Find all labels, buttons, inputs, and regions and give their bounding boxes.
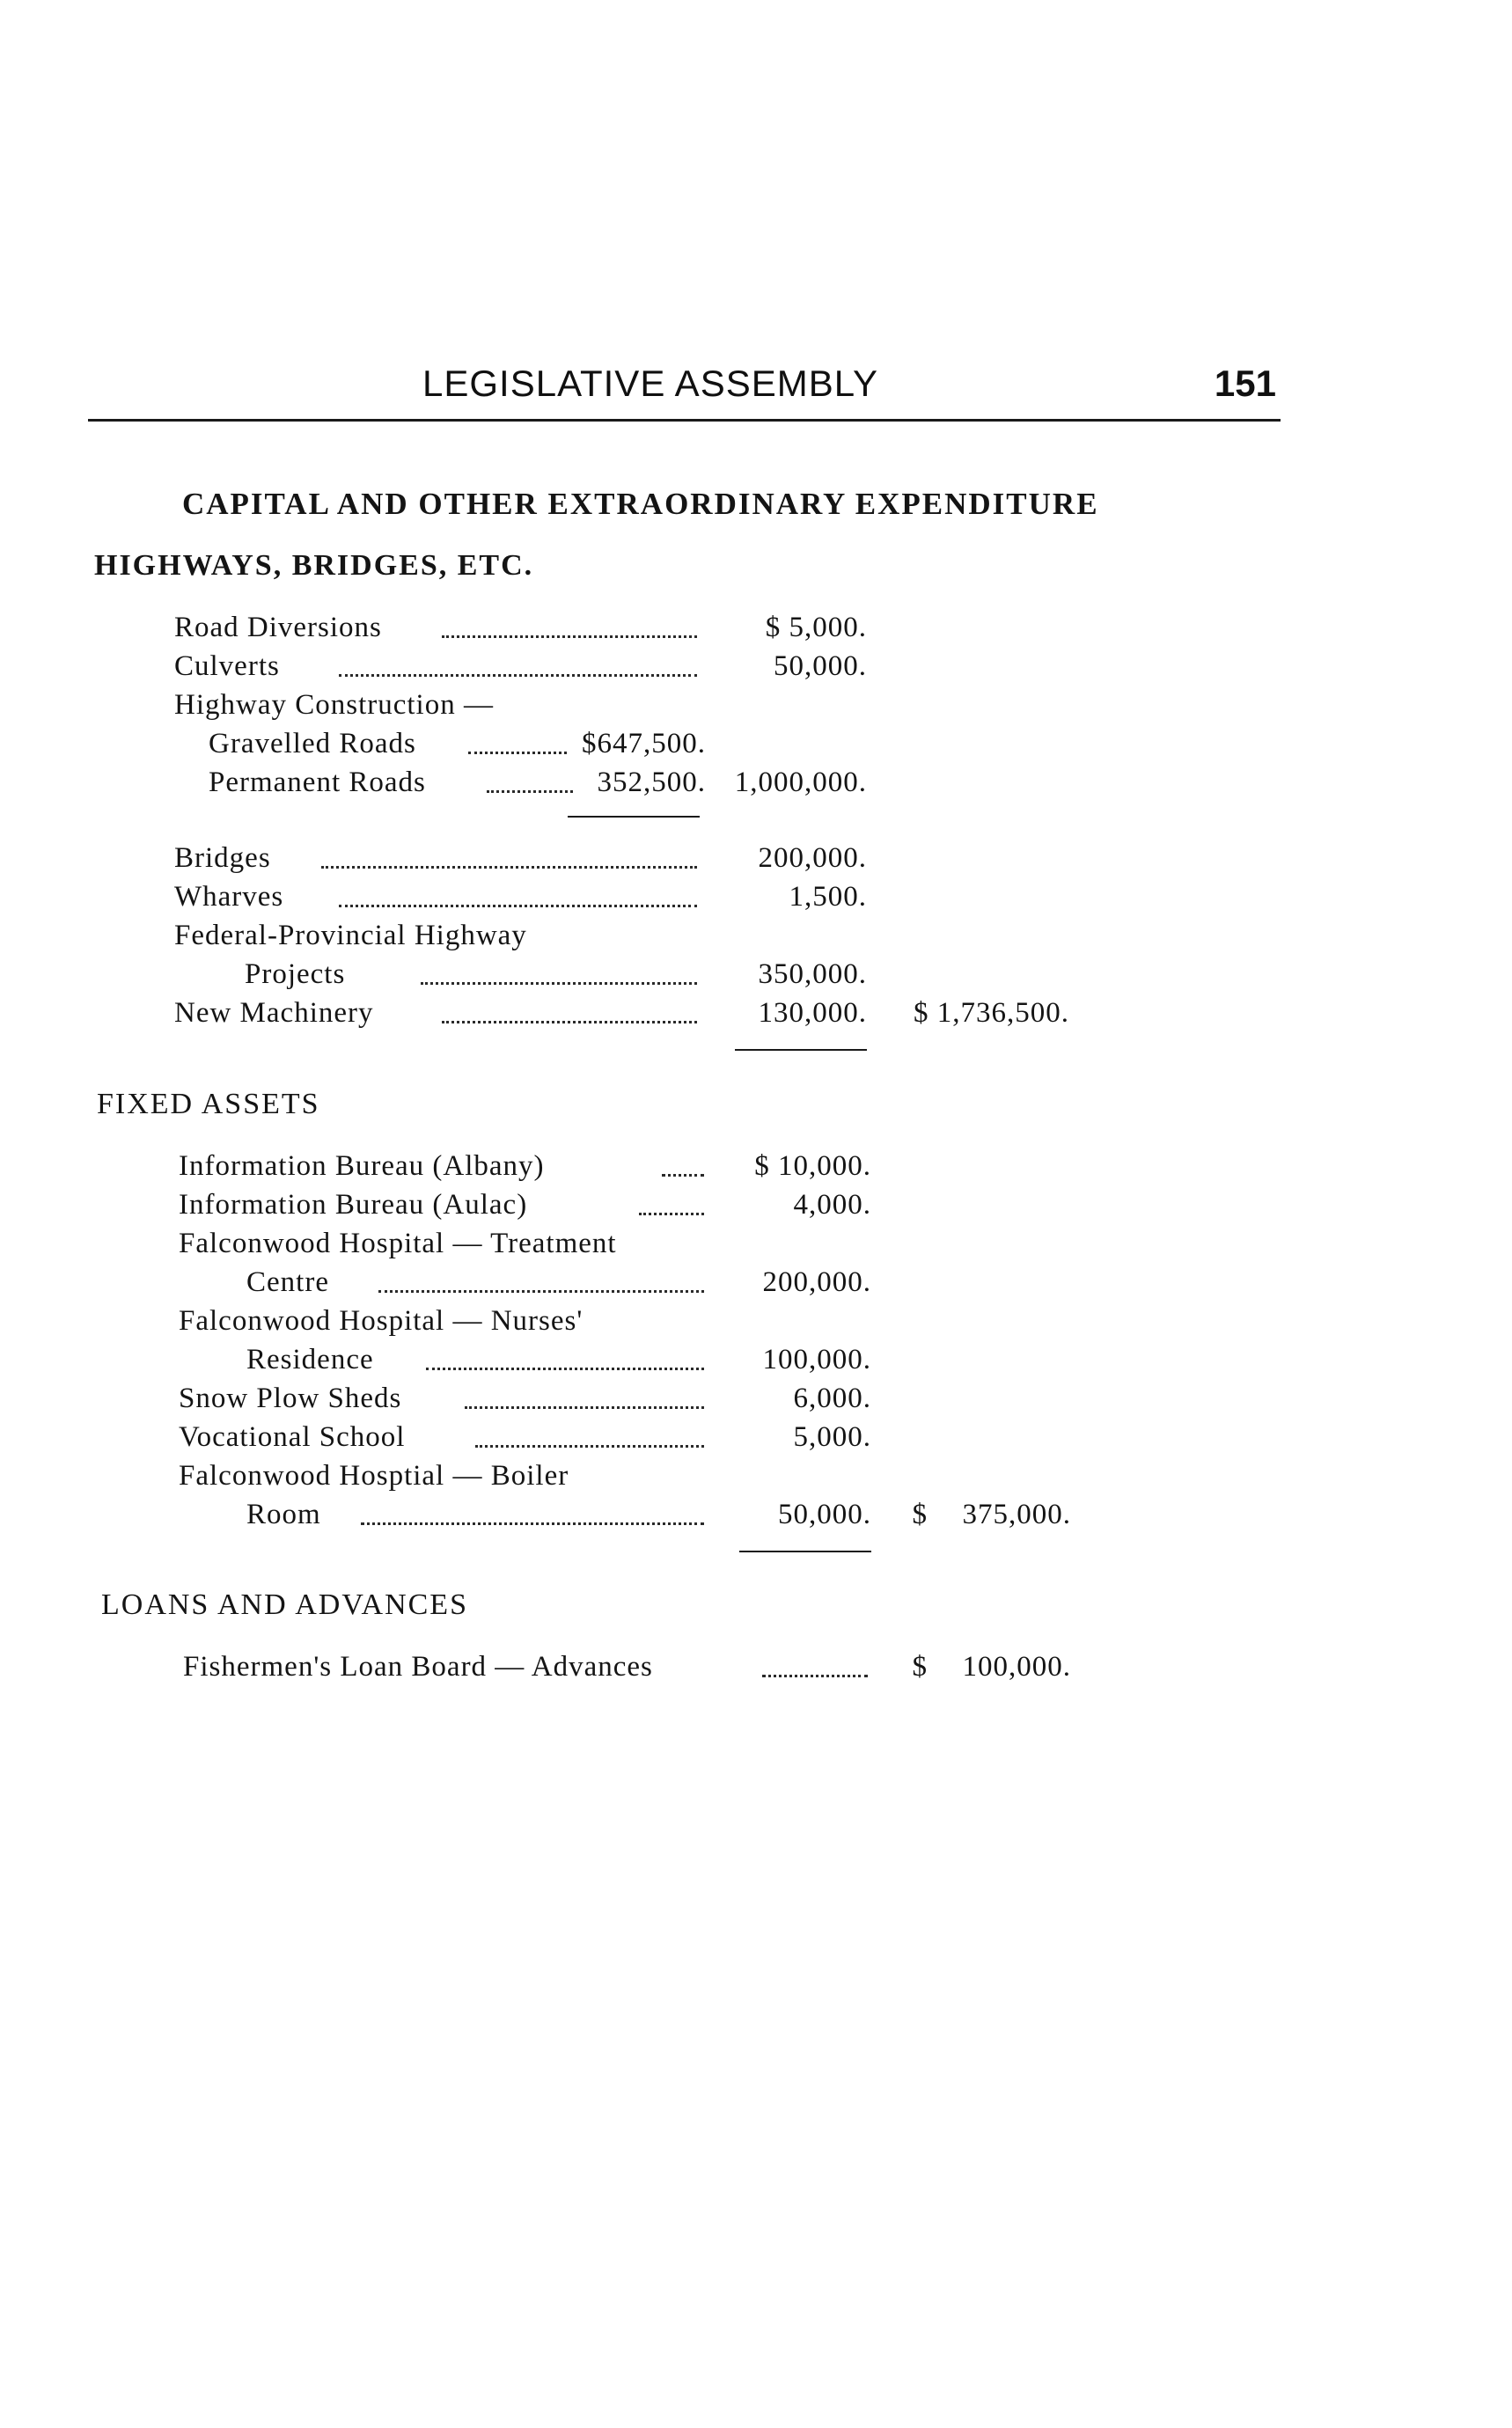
total-rule	[739, 1551, 871, 1552]
dot-leader	[762, 1675, 868, 1677]
list-item-amount: 5,000.	[793, 1421, 871, 1453]
list-item-label: Gravelled Roads	[209, 728, 416, 759]
list-item-label: Fishermen's Loan Board — Advances	[183, 1651, 653, 1683]
list-item-amount: $ 10,000.	[754, 1150, 871, 1182]
dot-leader	[442, 635, 697, 638]
list-item-amount: $ 5,000.	[765, 612, 867, 643]
dot-leader	[339, 674, 697, 677]
dot-leader	[361, 1522, 704, 1525]
dot-leader	[442, 1021, 697, 1023]
list-item-label: Highway Construction —	[174, 689, 494, 721]
list-item-amount: 50,000.	[778, 1499, 871, 1530]
list-item-label: Centre	[246, 1266, 329, 1298]
dot-leader	[468, 752, 567, 754]
list-item-label: Bridges	[174, 842, 271, 874]
list-item-label: Projects	[245, 958, 346, 990]
list-item-amount: 130,000.	[758, 997, 867, 1029]
section-heading-loans: LOANS AND ADVANCES	[101, 1588, 468, 1621]
running-head: LEGISLATIVE ASSEMBLY	[422, 363, 878, 404]
list-item-label: Vocational School	[179, 1421, 406, 1453]
list-item-amount: 200,000.	[762, 1266, 871, 1298]
section-total-currency: $	[912, 1651, 928, 1683]
list-item-amount: 1,500.	[789, 881, 867, 913]
dot-leader	[339, 905, 697, 907]
list-item-label: Wharves	[174, 881, 284, 913]
list-item-label: Snow Plow Sheds	[179, 1383, 402, 1414]
dot-leader	[465, 1406, 704, 1409]
list-item-amount: 200,000.	[758, 842, 867, 874]
subtotal-rule	[568, 816, 700, 818]
dot-leader	[475, 1445, 704, 1448]
list-item-label: Falconwood Hosptial — Boiler	[179, 1460, 569, 1492]
list-item-label: Room	[246, 1499, 321, 1530]
list-item-label: Permanent Roads	[209, 767, 426, 798]
dot-leader	[487, 790, 573, 793]
dot-leader	[426, 1368, 704, 1370]
list-item-amount: 100,000.	[762, 1344, 871, 1375]
list-item-label: Falconwood Hospital — Treatment	[179, 1228, 617, 1259]
list-item-amount: 6,000.	[793, 1383, 871, 1414]
list-item-label: Road Diversions	[174, 612, 382, 643]
list-item-subamount: 352,500.	[597, 767, 706, 798]
list-item-amount: 4,000.	[793, 1189, 871, 1221]
section-total: 100,000.	[962, 1651, 1071, 1683]
list-item-amount: 1,000,000.	[734, 767, 867, 798]
list-item-label: Residence	[246, 1344, 374, 1375]
section-heading-fixed-assets: FIXED ASSETS	[97, 1088, 320, 1120]
list-item-label: Falconwood Hospital — Nurses'	[179, 1305, 584, 1337]
list-item-label: New Machinery	[174, 997, 374, 1029]
list-item-label: Information Bureau (Aulac)	[179, 1189, 528, 1221]
section-total-currency: $	[912, 1499, 928, 1530]
dot-leader	[378, 1290, 704, 1293]
dot-leader	[639, 1213, 704, 1215]
page-title: CAPITAL AND OTHER EXTRAORDINARY EXPENDITURE	[182, 487, 1099, 521]
list-item-label: Federal-Provincial Highway	[174, 920, 527, 951]
list-item-amount: 50,000.	[774, 650, 867, 682]
list-item-subamount: $647,500.	[582, 728, 706, 759]
total-rule	[735, 1049, 867, 1051]
page-number: 151	[1214, 363, 1276, 404]
section-total: $ 1,736,500.	[914, 997, 1069, 1029]
dot-leader	[421, 982, 697, 985]
list-item-amount: 350,000.	[758, 958, 867, 990]
section-heading-highways: HIGHWAYS, BRIDGES, ETC.	[94, 549, 534, 582]
section-total: 375,000.	[962, 1499, 1071, 1530]
list-item-label: Culverts	[174, 650, 280, 682]
dot-leader	[662, 1174, 704, 1177]
dot-leader	[321, 866, 697, 869]
page-header	[88, 363, 1281, 433]
header-rule	[88, 419, 1281, 422]
list-item-label: Information Bureau (Albany)	[179, 1150, 545, 1182]
